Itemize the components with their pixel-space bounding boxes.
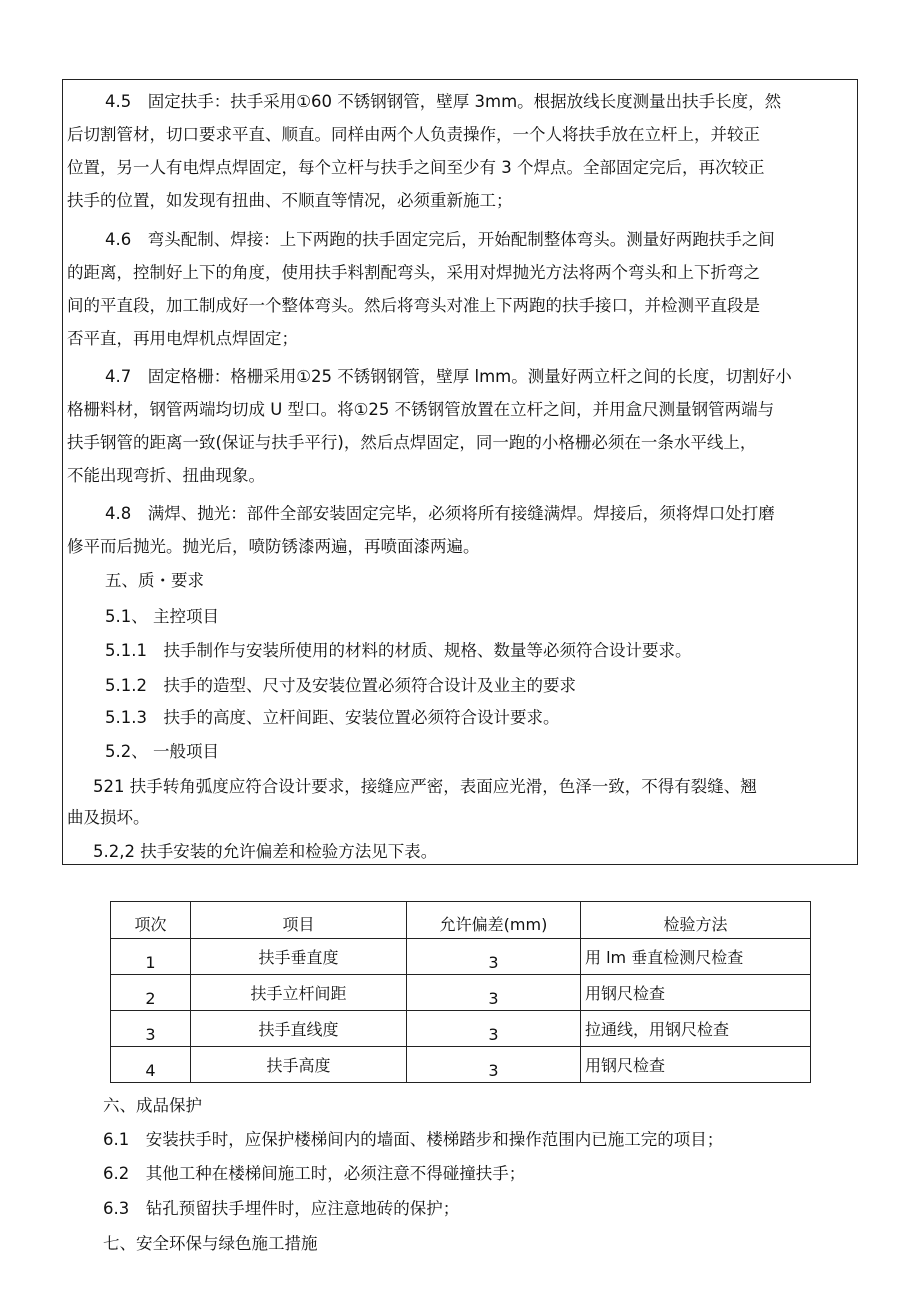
table-row [111,939,811,975]
para-4-7-line-4: 不能出现弯折、扭曲现象。 [67,466,265,485]
table-header-row [111,902,811,939]
para-4-8-line-1: 4.8 满焊、抛光：部件全部安装固定完毕，必须将所有接缝满焊。焊接后，须将焊口处打磨 [105,504,775,523]
table-row [111,975,811,1011]
para-4-7-line-1: 4.7 固定格栅：格栅采用①25 不锈钢钢管，壁厚 lmm。测量好两立杆之间的长度，切割好小 [105,367,792,386]
para-4-6-line-1: 4.6 弯头配制、焊接：上下两跑的扶手固定完后，开始配制整体弯头。测量好两跑扶手之间 [105,230,775,249]
table-cell: 3 [407,1047,581,1083]
table-cell: 1 [111,939,191,975]
para-4-5-line-1: 4.5 固定扶手：扶手采用①60 不锈钢钢管，壁厚 3mm。根据放线长度测量出扶手长度，然 [105,92,782,111]
para-4-5-line-4: 扶手的位置，如发现有扭曲、不顺直等情况，必须重新施工； [67,191,513,210]
table-row [111,1011,811,1047]
section-5-2-1-line-2: 曲及损坏。 [67,808,150,827]
section-5-1-2: 5.1.2 扶手的造型、尺寸及安装位置必须符合设计及业主的要求 [105,676,576,695]
section-5-2-2: 5.2,2 扶手安装的允许偏差和检验方法见下表。 [93,842,438,861]
table-cell: 拉通线，用钢尺检查 [581,1011,811,1047]
table-header-cell: 检验方法 [581,902,811,939]
table-cell: 3 [407,975,581,1011]
table-cell: 用钢尺检查 [581,975,811,1011]
table-row [111,1047,811,1083]
para-4-5-line-2: 后切割管材，切口要求平直、顺直。同样由两个人负责操作，一个人将扶手放在立杆上，并较正 [67,125,760,144]
section-5-heading: 五、质・要求 [105,571,204,590]
table-cell: 3 [407,1011,581,1047]
table-cell: 扶手高度 [191,1047,407,1083]
section-5-2: 5.2、 一般项目 [105,742,219,761]
section-5-1: 5.1、 主控项目 [105,607,219,626]
section-5-1-3: 5.1.3 扶手的高度、立杆间距、安装位置必须符合设计要求。 [105,708,560,727]
section-7-heading: 七、安全环保与绿色施工措施 [103,1234,318,1253]
table-cell: 用钢尺检查 [581,1047,811,1083]
para-4-8-line-2: 修平而后抛光。抛光后，喷防锈漆两遍，再喷面漆两遍。 [67,537,480,556]
section-5-1-1: 5.1.1 扶手制作与安装所使用的材料的材质、规格、数量等必须符合设计要求。 [105,641,692,660]
table-header-cell: 项次 [111,902,191,939]
para-4-7-line-3: 扶手钢管的距离一致(保证与扶手平行)，然后点焊固定，同一跑的小格栅必须在一条水平线上， [67,433,757,452]
table-cell: 4 [111,1047,191,1083]
deviation-table [110,901,811,1083]
content-box [62,79,858,865]
table-cell: 用 lm 垂直检测尺检查 [581,939,811,975]
table-cell: 2 [111,975,191,1011]
table-cell: 扶手直线度 [191,1011,407,1047]
table-cell: 扶手垂直度 [191,939,407,975]
para-4-6-line-2: 的距离，控制好上下的角度，使用扶手料割配弯头，采用对焊抛光方法将两个弯头和上下折弯之 [67,263,760,282]
para-4-6-line-3: 间的平直段，加工制成好一个整体弯头。然后将弯头对准上下两跑的扶手接口，并检测平直段是 [67,296,760,315]
table-cell: 扶手立杆间距 [191,975,407,1011]
table-cell: 3 [111,1011,191,1047]
para-4-6-line-4: 否平直，再用电焊机点焊固定； [67,329,298,348]
section-6-heading: 六、成品保护 [103,1096,202,1115]
section-5-2-1-line-1: 521 扶手转角弧度应符合设计要求，接缝应严密，表面应光滑，色泽一致，不得有裂缝、翘 [93,777,757,796]
section-6-2: 6.2 其他工种在楼梯间施工时，必须注意不得碰撞扶手； [103,1164,526,1183]
section-6-3: 6.3 钻孔预留扶手埋件时，应注意地砖的保护； [103,1199,460,1218]
table-header-cell: 允许偏差(mm) [407,902,581,939]
table-cell: 3 [407,939,581,975]
section-6-1: 6.1 安装扶手时，应保护楼梯间内的墙面、楼梯踏步和操作范围内已施工完的项目； [103,1130,724,1149]
para-4-5-line-3: 位置，另一人有电焊点焊固定，每个立杆与扶手之间至少有 3 个焊点。全部固定完后，再次较正 [67,158,765,177]
table-header-cell: 项目 [191,902,407,939]
para-4-7-line-2: 格栅料材，钢管两端均切成 U 型口。将①25 不锈钢管放置在立杆之间，并用盒尺测量钢管两端与 [67,400,775,419]
